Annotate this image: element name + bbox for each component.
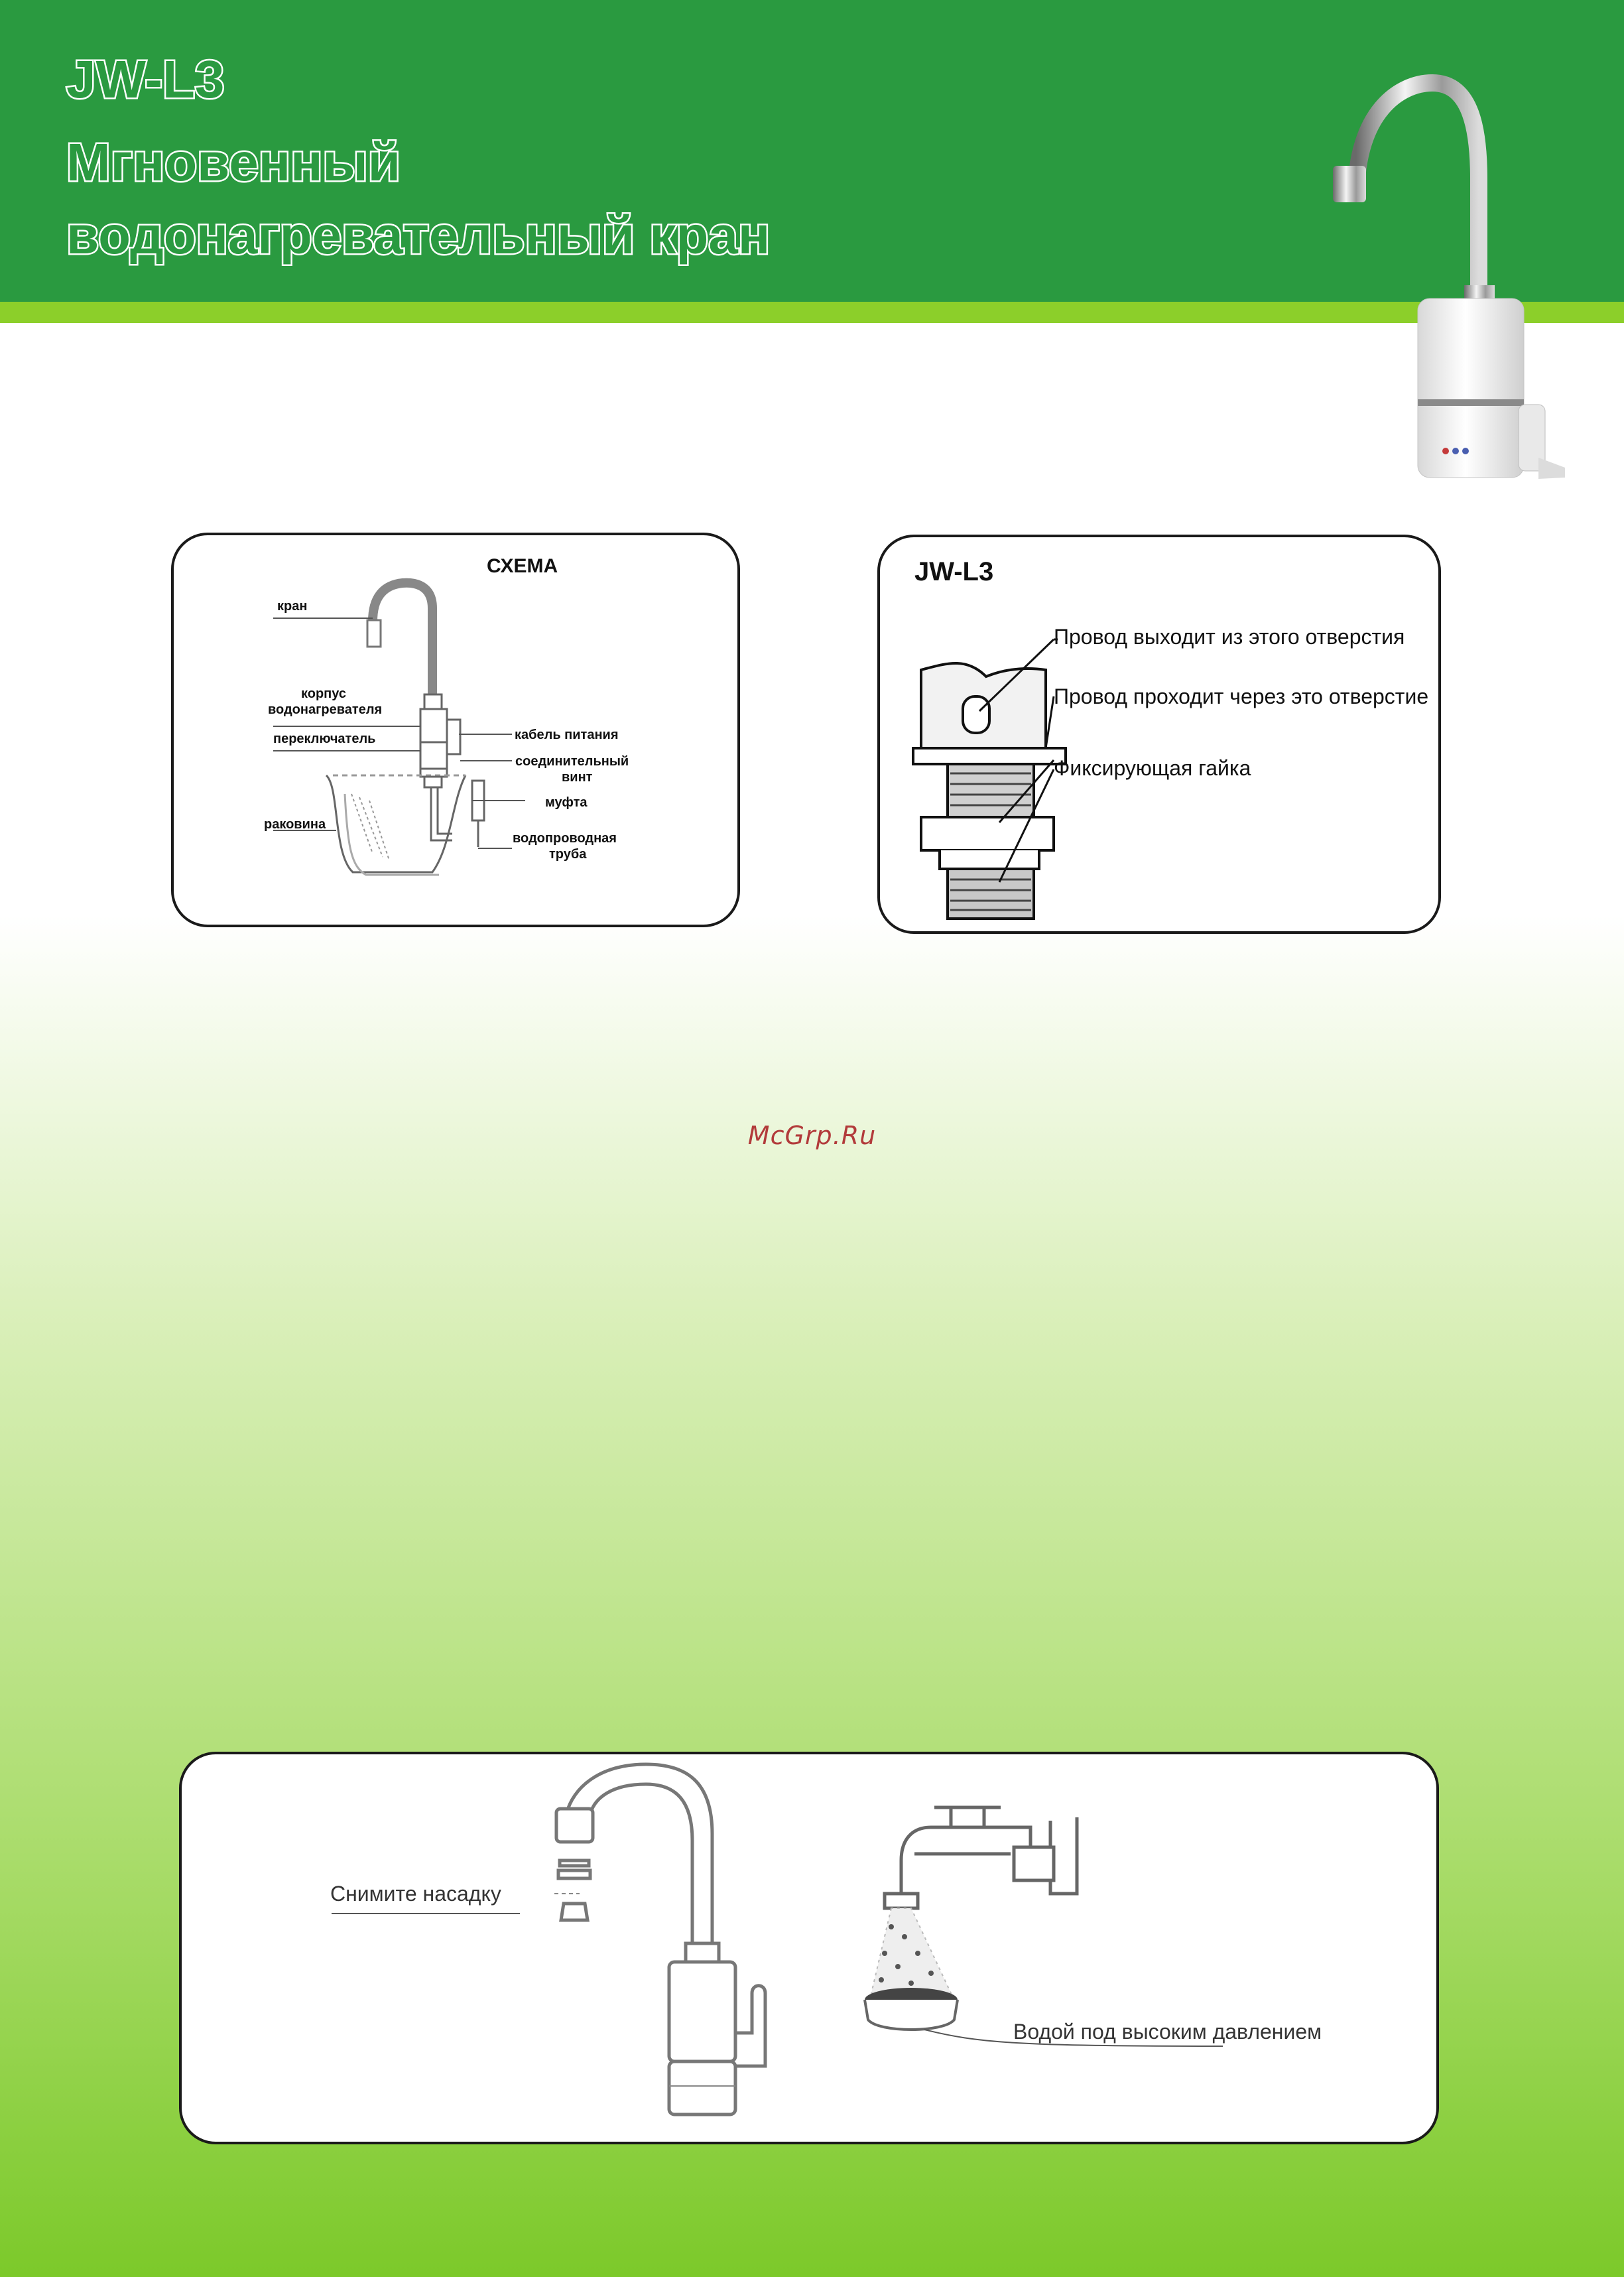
label-pipe-2: труба (549, 847, 587, 862)
label-fixing-nut: Фиксирующая гайка (1054, 756, 1251, 780)
label-switch: переключатель (273, 732, 376, 746)
product-title-line1: Мгновенный (66, 133, 401, 192)
scheme-drawing (174, 535, 743, 930)
label-pipe-1: водопроводная (513, 831, 617, 846)
scheme-panel (171, 533, 740, 927)
label-heater-body-2: водонагревателя (268, 702, 383, 717)
model-title: JW-L3 (66, 50, 225, 109)
mounting-detail-panel (877, 535, 1441, 934)
label-screw-1: соединительный (515, 754, 629, 769)
label-heater-body-1: корпус (301, 686, 347, 701)
cleaning-panel (179, 1752, 1439, 2144)
faucet-product-image (1320, 73, 1578, 484)
label-faucet: кран (277, 599, 308, 614)
label-power-cable: кабель питания (515, 728, 619, 742)
label-high-pressure: Водой под высоким давлением (1013, 2020, 1322, 2044)
label-wire-pass: Провод проходит через это отверстие (1054, 684, 1429, 708)
product-title-line2: водонагревательный кран (66, 206, 771, 265)
jw-title: JW-L3 (914, 557, 994, 586)
mounting-drawing (880, 537, 1444, 937)
watermark: McGrp.Ru (747, 1121, 877, 1150)
label-screw-2: винт (562, 770, 593, 785)
label-coupling: муфта (545, 795, 588, 810)
scheme-title: СХЕМА (487, 555, 558, 577)
label-wire-exit: Провод выходит из этого отверстия (1054, 625, 1405, 649)
label-sink: раковина (264, 817, 326, 832)
cleaning-drawing (182, 1754, 1442, 2147)
label-remove-nozzle: Снимите насадку (330, 1882, 501, 1906)
